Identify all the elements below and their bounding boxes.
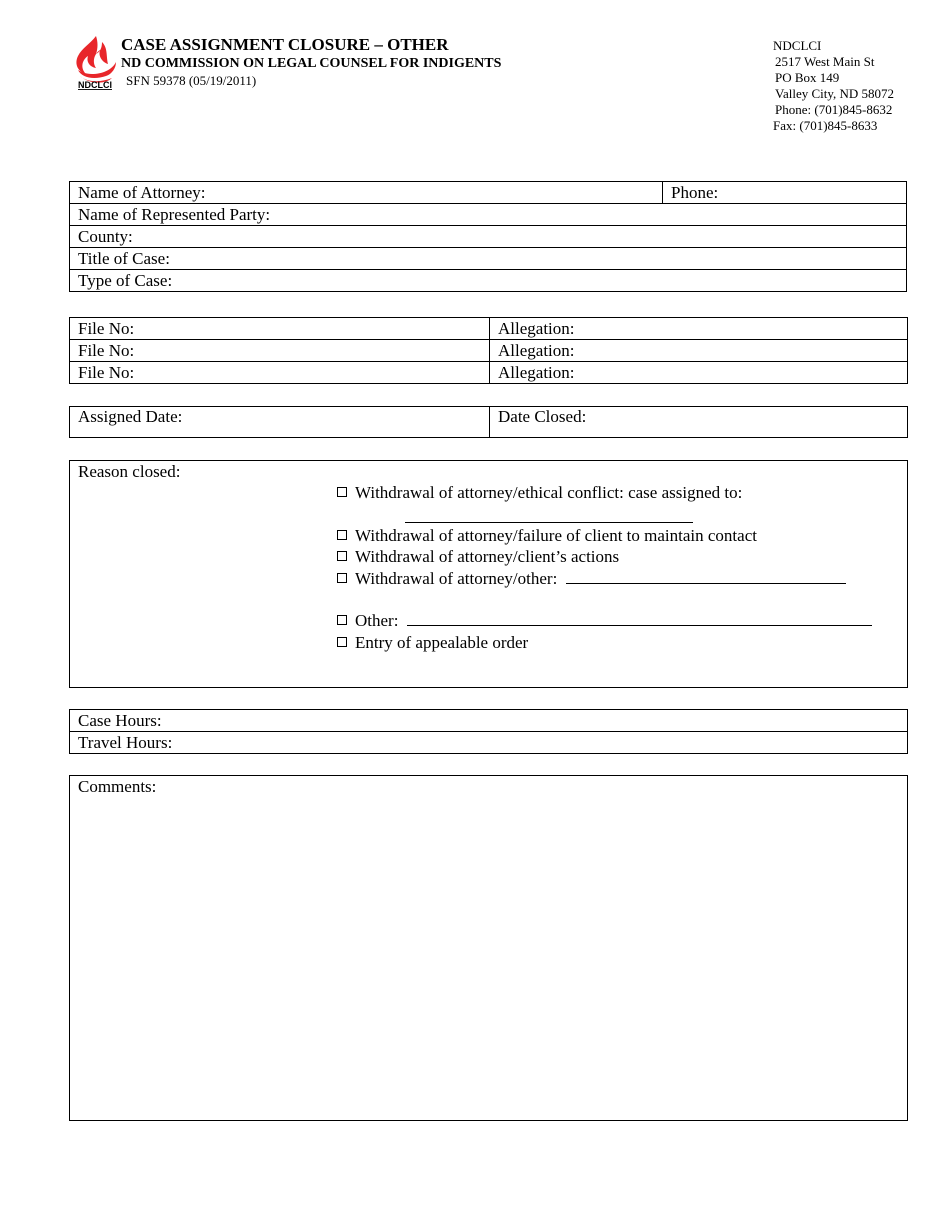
option-other[interactable] [337, 611, 872, 631]
option-label: Withdrawal of attorney/ethical conflict: case assigned to: [355, 483, 743, 502]
file-no-label: File No: [78, 318, 135, 338]
reason-closed-section [69, 460, 908, 688]
option-appealable-order[interactable] [337, 633, 528, 653]
withdrawal-other-line[interactable] [566, 569, 846, 584]
assigned-date-label: Assigned Date: [78, 407, 183, 426]
checkbox[interactable] [337, 551, 347, 561]
date-closed-label: Date Closed: [498, 407, 587, 426]
option-client-actions[interactable] [337, 547, 619, 567]
checkbox[interactable] [337, 615, 347, 625]
case-title-field[interactable] [70, 248, 907, 270]
case-hours-field[interactable] [70, 710, 908, 732]
checkbox[interactable] [337, 573, 347, 583]
county-label: County: [78, 226, 133, 246]
office-address [773, 38, 894, 134]
office-fax: Fax: (701)845-8633 [773, 118, 878, 133]
form-subtitle: ND COMMISSION ON LEGAL COUNSEL FOR INDIGENTS [121, 56, 502, 71]
option-label: Entry of appealable order [355, 633, 529, 652]
option-withdrawal-other[interactable] [337, 569, 846, 589]
option-label: Other: [355, 611, 399, 630]
assigned-date-field[interactable] [70, 407, 490, 438]
file-no-label: File No: [78, 362, 135, 382]
checkbox[interactable] [337, 637, 347, 647]
option-label: Withdrawal of attorney/client’s actions [355, 547, 620, 566]
file-no-field[interactable] [70, 340, 490, 362]
phone-field[interactable] [663, 182, 907, 204]
option-label: Withdrawal of attorney/failure of client to maintain contact [355, 526, 757, 545]
allegation-label: Allegation: [498, 362, 575, 382]
represented-party-label: Name of Represented Party: [78, 204, 271, 224]
office-city: Valley City, ND 58072 [775, 86, 895, 101]
option-label: Withdrawal of attorney/other: [355, 569, 558, 588]
file-no-label: File No: [78, 340, 135, 360]
represented-party-field[interactable] [70, 204, 907, 226]
form-title: CASE ASSIGNMENT CLOSURE – OTHER [121, 35, 449, 54]
office-name: NDCLCI [773, 38, 822, 53]
case-type-field[interactable] [70, 270, 907, 292]
date-closed-field[interactable] [490, 407, 908, 438]
allegation-label: Allegation: [498, 318, 575, 338]
office-phone: Phone: (701)845-8632 [775, 102, 893, 117]
comments-field[interactable] [69, 775, 908, 1121]
travel-hours-label: Travel Hours: [78, 732, 173, 752]
reason-closed-label: Reason closed: [78, 462, 181, 481]
table-row [70, 340, 908, 362]
phone-label: Phone: [671, 182, 719, 202]
travel-hours-field[interactable] [70, 732, 908, 754]
allegation-label: Allegation: [498, 340, 575, 360]
checkbox[interactable] [337, 530, 347, 540]
allegation-field[interactable] [490, 340, 908, 362]
case-title-label: Title of Case: [78, 248, 170, 268]
case-hours-label: Case Hours: [78, 710, 162, 730]
hours-table [69, 709, 908, 754]
case-info-table [69, 181, 907, 292]
option-failure-contact[interactable] [337, 526, 757, 546]
attorney-label: Name of Attorney: [78, 182, 206, 202]
office-po-box: PO Box 149 [775, 70, 840, 85]
case-type-label: Type of Case: [78, 270, 173, 290]
dates-table [69, 406, 908, 438]
other-line[interactable] [407, 611, 872, 626]
comments-label: Comments: [78, 777, 157, 796]
file-no-field[interactable] [70, 318, 490, 340]
flame-icon [76, 36, 116, 83]
checkbox[interactable] [337, 487, 347, 497]
option-ethical-conflict[interactable] [337, 483, 742, 503]
form-number: SFN 59378 (05/19/2011) [126, 73, 257, 88]
office-street: 2517 West Main St [775, 54, 875, 69]
attorney-field[interactable] [70, 182, 663, 204]
table-row [70, 318, 908, 340]
table-row [70, 362, 908, 384]
allegation-field[interactable] [490, 318, 908, 340]
file-allegation-table [69, 317, 908, 384]
ndclci-logo [72, 34, 118, 90]
allegation-field[interactable] [490, 362, 908, 384]
logo-text: NDCLCI [78, 80, 112, 90]
case-assigned-to-line[interactable] [405, 522, 693, 523]
file-no-field[interactable] [70, 362, 490, 384]
county-field[interactable] [70, 226, 907, 248]
